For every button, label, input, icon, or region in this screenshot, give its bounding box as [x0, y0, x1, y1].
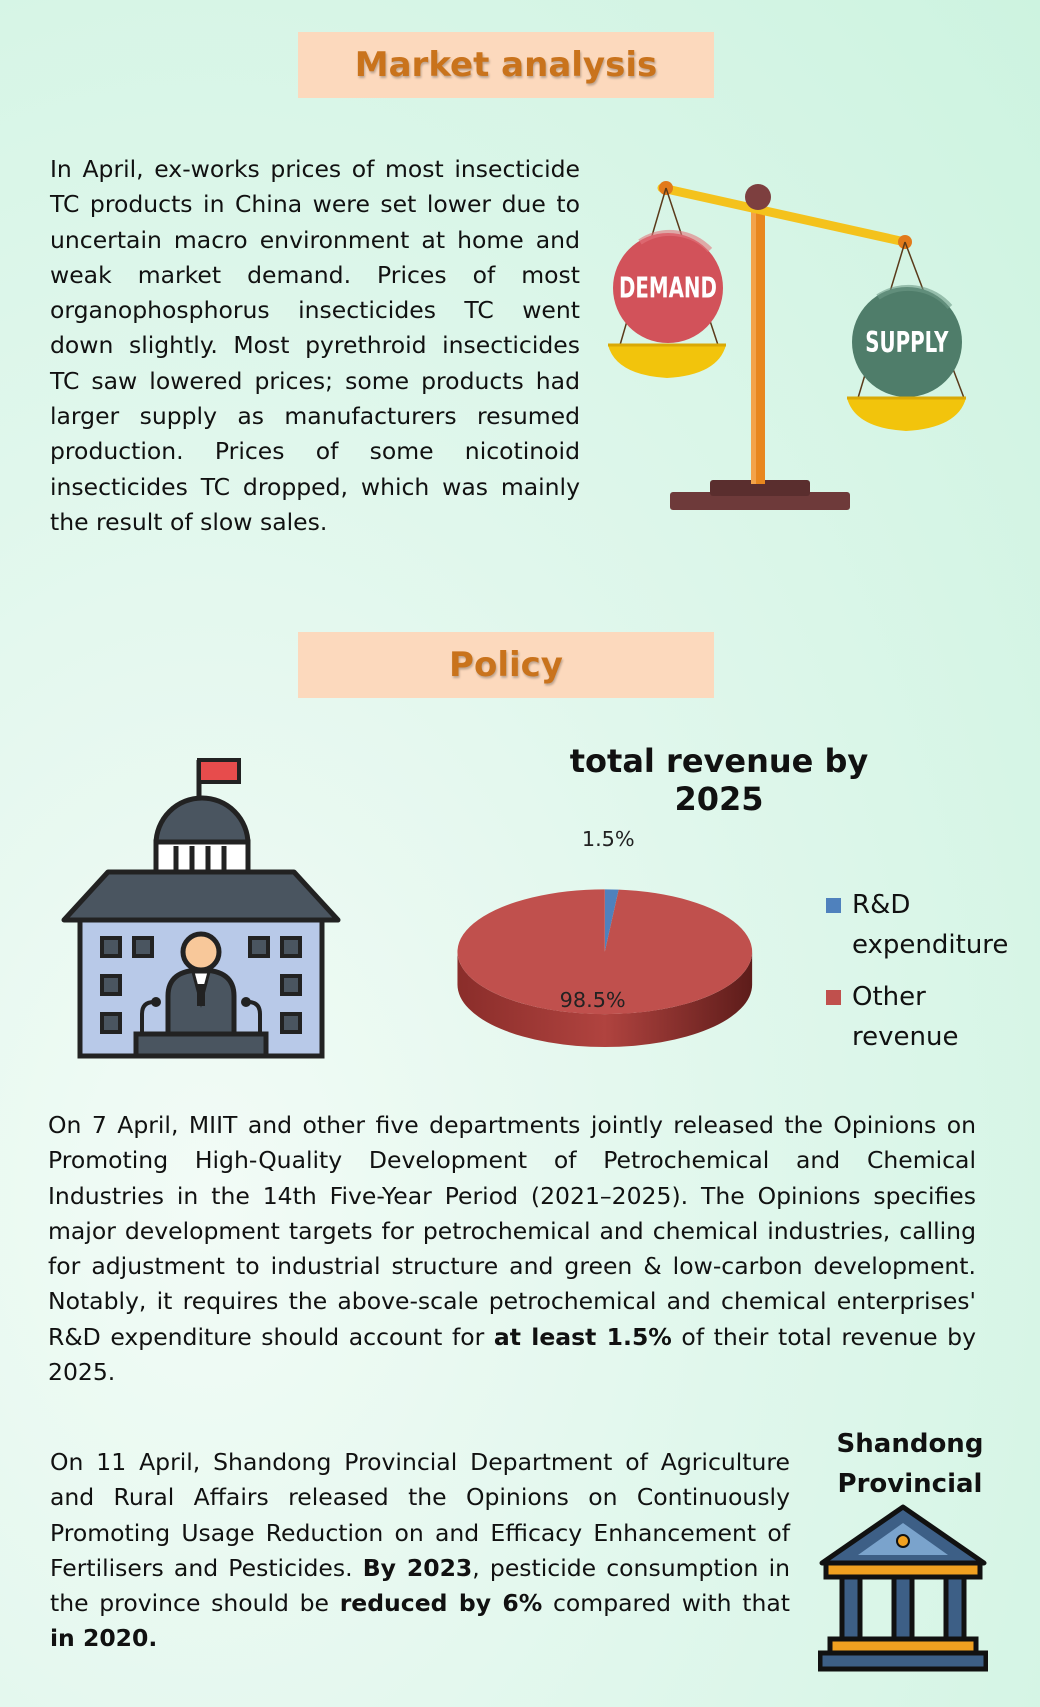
shandong-paragraph: On 11 April, Shandong Provincial Department of Agriculture and Rural Affairs released the Opinions on Continuously Promoting Usage Reduction on and Efficacy Enhancement of Fertilisers and Pesticides. By 2023, pesticide consumption in the province should be reduced by 6% compared with that in 2020. [50, 1448, 790, 1653]
shandong-label: Shandong Provincial [836, 1429, 984, 1499]
pie-chart [420, 820, 800, 1080]
legend-swatch-other [826, 990, 841, 1005]
government-building-icon [60, 752, 342, 1060]
market-analysis-text: In April, ex-works prices of most insecticide TC products in China were set lower due to uncertain macro environment at home and weak market demand. Prices of most organophosphorus insecticides TC went down slightly. Most pyrethroid insecticides TC saw lowered prices; some products had larger supply as manufacturers resumed production. Prices of some nicotinoid insecticides TC dropped, which was mainly the result of slow sales. [50, 155, 580, 536]
demand-label: DEMAND [618, 270, 717, 305]
legend-label-other: Other revenue [852, 982, 959, 1052]
legend-item-rd [826, 885, 1032, 965]
pie-data-label-0: 1.5% [581, 827, 635, 851]
legend-item-other [826, 977, 1032, 1057]
bank-building-icon [818, 1503, 988, 1675]
pie-data-label-1: 98.5% [559, 988, 626, 1013]
policy-banner [298, 632, 714, 698]
market-analysis-banner [298, 32, 714, 98]
policy-title: Policy [449, 645, 563, 685]
supply-label: SUPPLY [865, 325, 949, 359]
legend-label-rd: R&D expenditure [852, 890, 1009, 960]
balance-scale-icon [600, 170, 980, 520]
market-analysis-title: Market analysis [354, 45, 658, 85]
legend-swatch-rd [826, 898, 841, 913]
chart-title: total revenue by 2025 [569, 742, 869, 818]
miit-paragraph: On 7 April, MIIT and other five departments jointly released the Opinions on Promoting High-Quality Development of Petrochemical and Chemical Industries in the 14th Five-Year Period (2021–2025). The Opinions specifies major development targets for petrochemical and chemical industries, calling for adjustment to industrial structure and green & low-carbon development. Notably, it requires the above-scale petrochemical and chemical enterprises' R&D expenditure should account for at least 1.5% of their total revenue by 2025. [48, 1111, 976, 1387]
